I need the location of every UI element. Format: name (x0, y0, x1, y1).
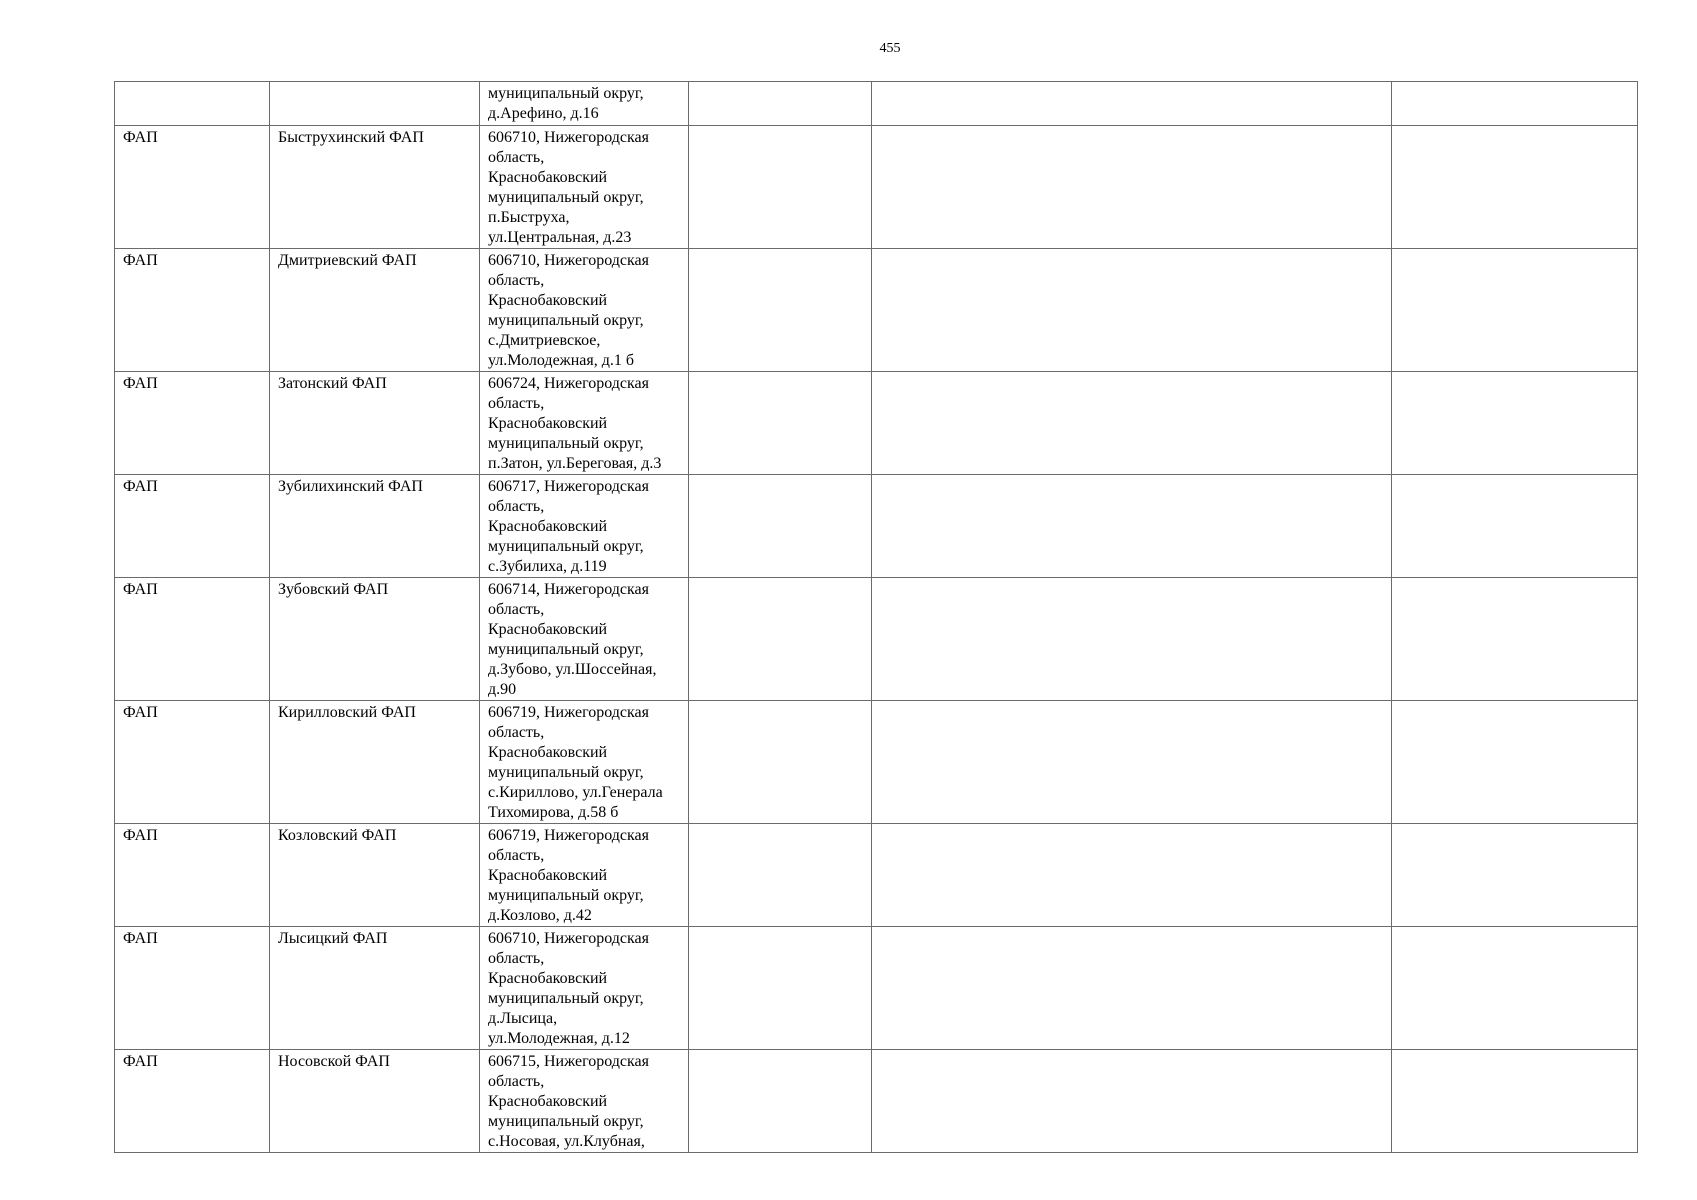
table-row (115, 372, 1638, 475)
cell-col6 (1392, 82, 1638, 126)
cell-col6 (1392, 1050, 1638, 1153)
cell-type (115, 82, 270, 126)
table-row (115, 82, 1638, 126)
table-row (115, 1050, 1638, 1153)
cell-address: 606710, Нижегородская область, Краснобаковский муниципальный округ, с.Дмитриевское, ул.Молодежная, д.1 б (480, 249, 689, 372)
cell-name: Зубовский ФАП (270, 578, 480, 701)
table-row (115, 927, 1638, 1050)
cell-name: Быструхинский ФАП (270, 126, 480, 249)
cell-address: 606724, Нижегородская область, Краснобаковский муниципальный округ, п.Затон, ул.Береговая, д.3 (480, 372, 689, 475)
cell-col5 (872, 475, 1392, 578)
cell-col6 (1392, 475, 1638, 578)
cell-name (270, 82, 480, 126)
cell-type: ФАП (115, 701, 270, 824)
cell-col5 (872, 372, 1392, 475)
cell-address: муниципальный округ, д.Арефино, д.16 (480, 82, 689, 126)
table-row (115, 249, 1638, 372)
cell-col4 (689, 578, 872, 701)
cell-col4 (689, 824, 872, 927)
cell-address: 606714, Нижегородская область, Краснобаковский муниципальный округ, д.Зубово, ул.Шоссейная, д.90 (480, 578, 689, 701)
cell-type: ФАП (115, 824, 270, 927)
cell-col5 (872, 578, 1392, 701)
cell-col6 (1392, 824, 1638, 927)
cell-col5 (872, 249, 1392, 372)
cell-col6 (1392, 126, 1638, 249)
cell-col4 (689, 927, 872, 1050)
cell-name: Зубилихинский ФАП (270, 475, 480, 578)
cell-col4 (689, 249, 872, 372)
page-number: 455 (879, 41, 901, 56)
cell-col4 (689, 82, 872, 126)
cell-col5 (872, 824, 1392, 927)
table-row (115, 126, 1638, 249)
cell-col5 (872, 126, 1392, 249)
cell-col6 (1392, 372, 1638, 475)
cell-col6 (1392, 701, 1638, 824)
cell-col6 (1392, 927, 1638, 1050)
cell-col4 (689, 126, 872, 249)
cell-address: 606717, Нижегородская область, Краснобаковский муниципальный округ, с.Зубилиха, д.119 (480, 475, 689, 578)
cell-col6 (1392, 249, 1638, 372)
cell-type: ФАП (115, 126, 270, 249)
cell-address: 606710, Нижегородская область, Краснобаковский муниципальный округ, д.Лысица, ул.Молодежная, д.12 (480, 927, 689, 1050)
cell-address: 606710, Нижегородская область, Краснобаковский муниципальный округ, п.Быструха, ул.Центральная, д.23 (480, 126, 689, 249)
cell-address: 606715, Нижегородская область, Краснобаковский муниципальный округ, с.Носовая, ул.Клубная, (480, 1050, 689, 1153)
cell-name: Козловский ФАП (270, 824, 480, 927)
cell-col5 (872, 701, 1392, 824)
cell-name: Лысицкий ФАП (270, 927, 480, 1050)
cell-col4 (689, 701, 872, 824)
cell-address: 606719, Нижегородская область, Краснобаковский муниципальный округ, с.Кириллово, ул.Генерала Тихомирова, д.58 б (480, 701, 689, 824)
cell-type: ФАП (115, 372, 270, 475)
cell-col4 (689, 1050, 872, 1153)
cell-type: ФАП (115, 578, 270, 701)
cell-type: ФАП (115, 927, 270, 1050)
table-row (115, 578, 1638, 701)
cell-name: Носовской ФАП (270, 1050, 480, 1153)
cell-col6 (1392, 578, 1638, 701)
cell-col5 (872, 82, 1392, 126)
cell-col4 (689, 475, 872, 578)
cell-name: Кирилловский ФАП (270, 701, 480, 824)
cell-col5 (872, 927, 1392, 1050)
cell-col5 (872, 1050, 1392, 1153)
cell-address: 606719, Нижегородская область, Краснобаковский муниципальный округ, д.Козлово, д.42 (480, 824, 689, 927)
facilities-table (114, 81, 1638, 1153)
table-row (115, 824, 1638, 927)
cell-name: Затонский ФАП (270, 372, 480, 475)
cell-name: Дмитриевский ФАП (270, 249, 480, 372)
table-row (115, 475, 1638, 578)
cell-type: ФАП (115, 249, 270, 372)
table-row (115, 701, 1638, 824)
cell-col4 (689, 372, 872, 475)
cell-type: ФАП (115, 475, 270, 578)
cell-type: ФАП (115, 1050, 270, 1153)
